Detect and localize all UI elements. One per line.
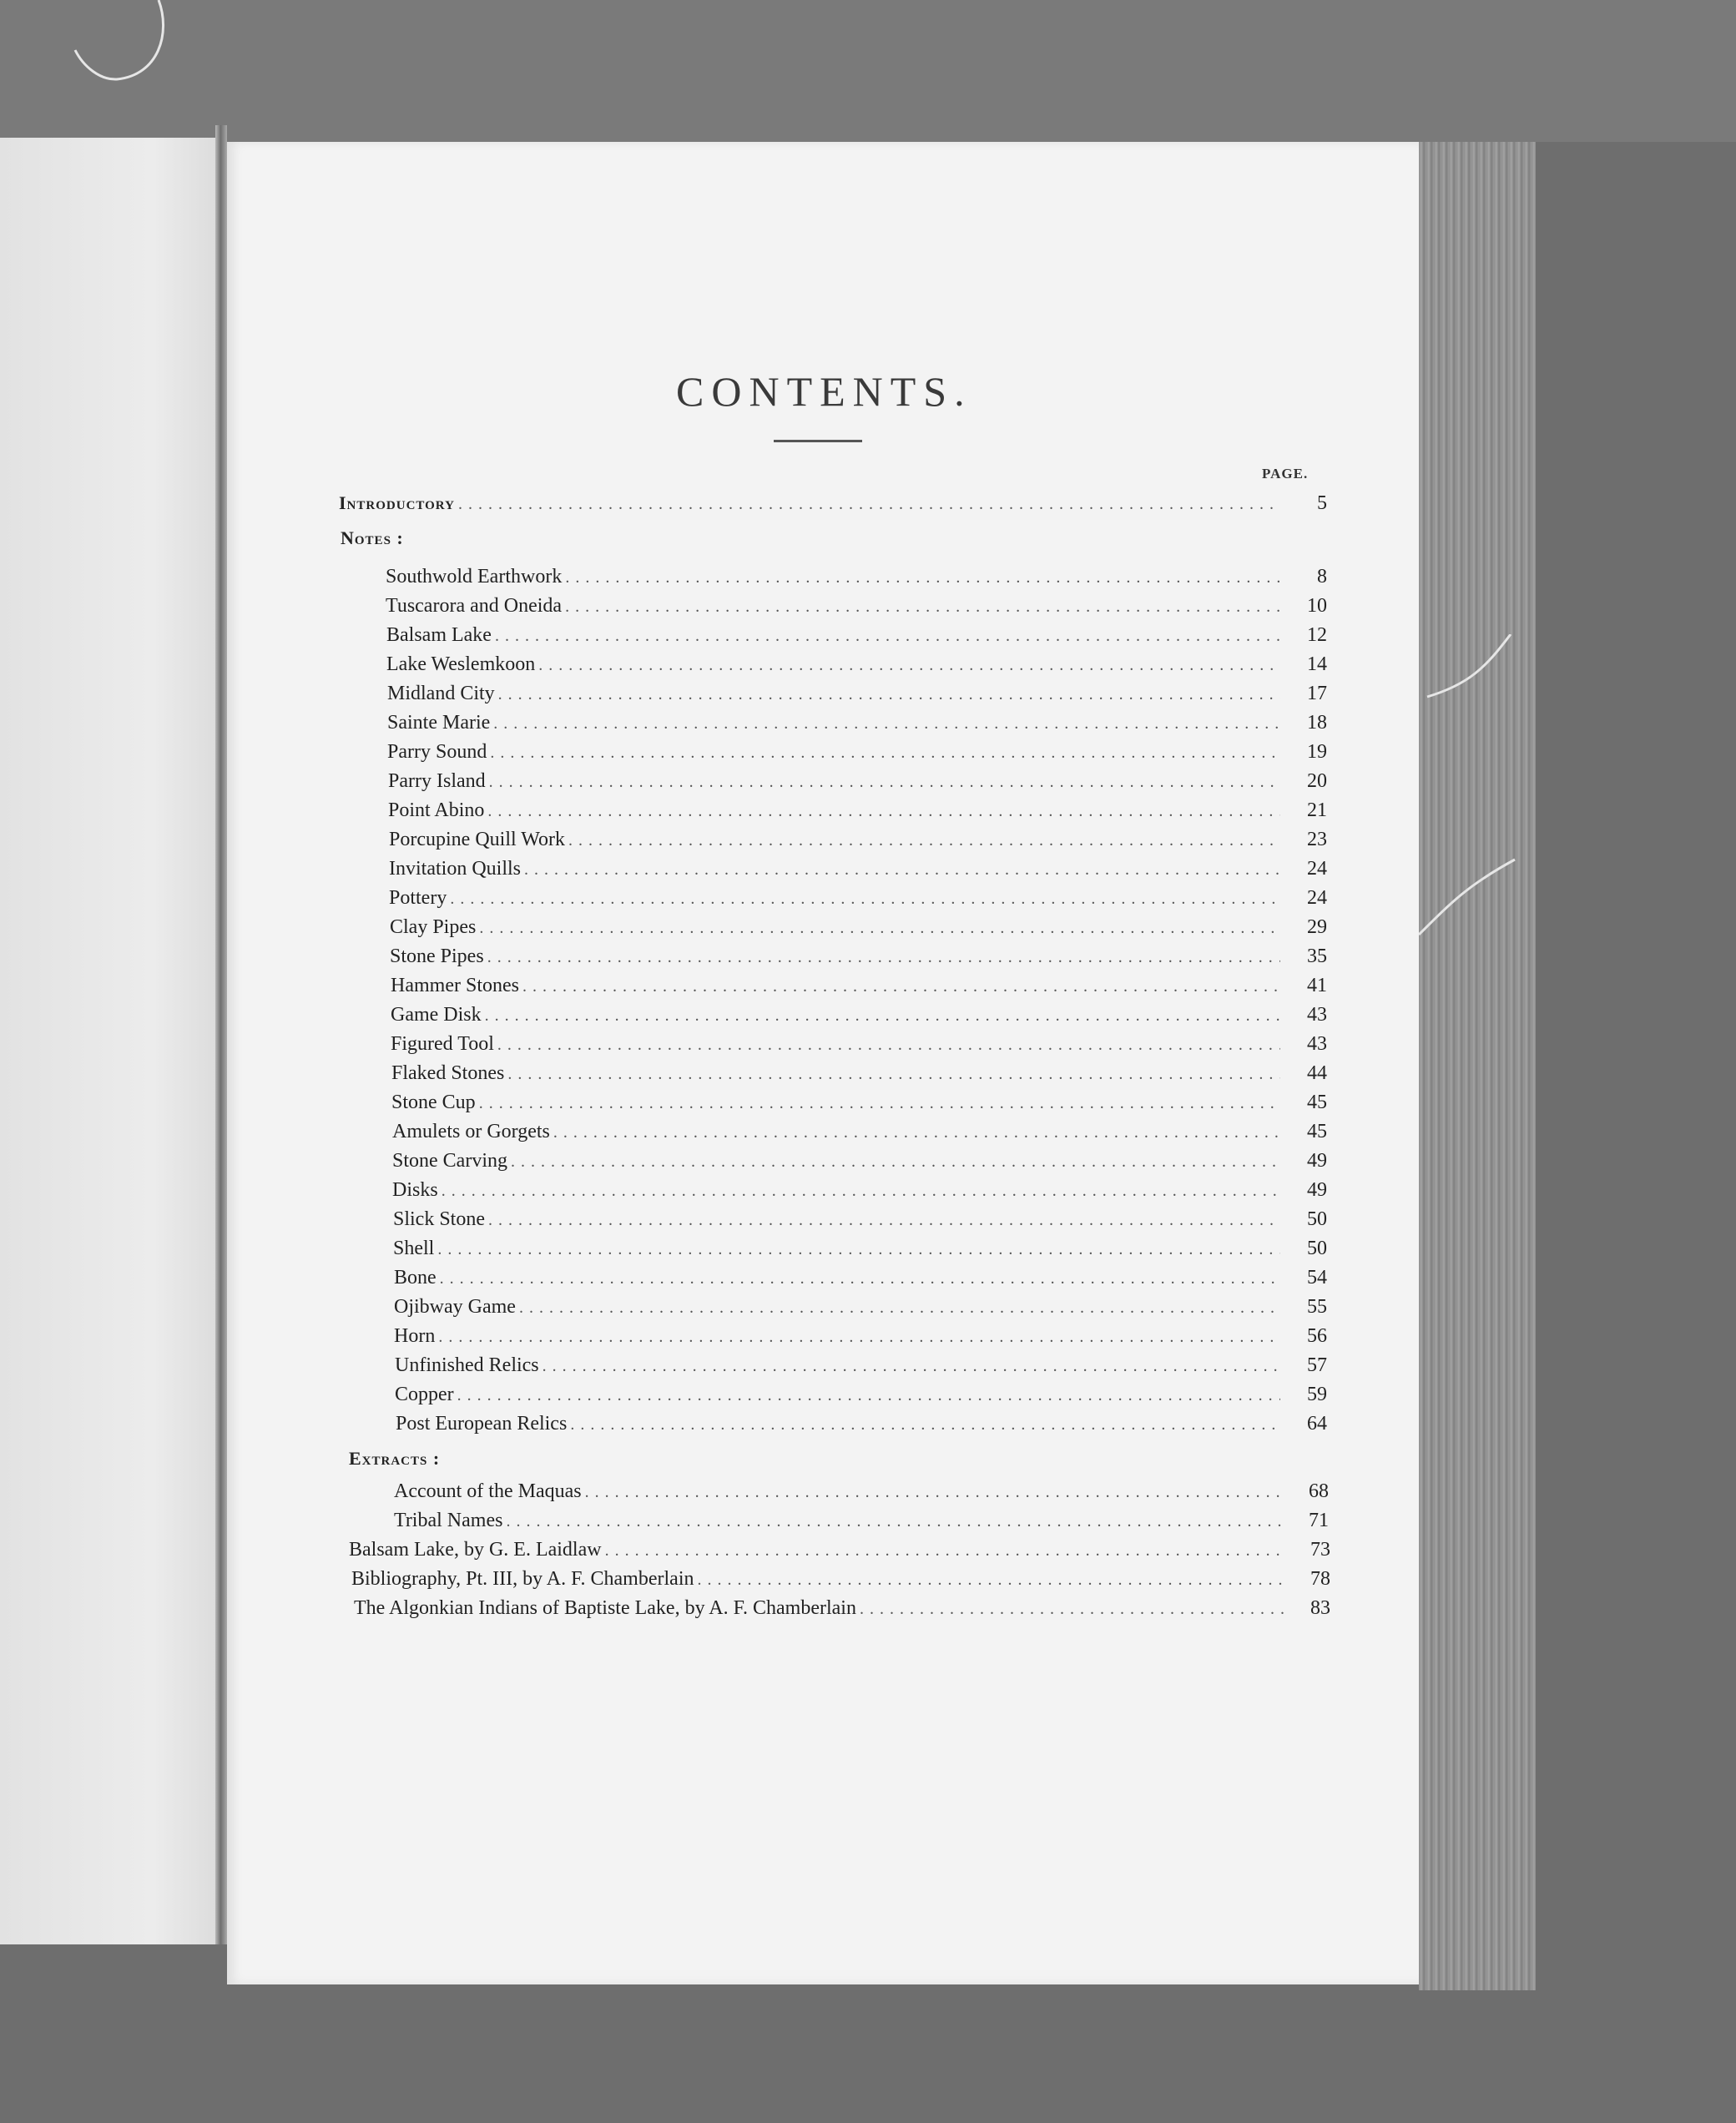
- leader-dots: [493, 714, 1280, 734]
- toc-entry-page: 64: [1307, 1413, 1327, 1435]
- toc-entry-page: 17: [1307, 683, 1327, 704]
- toc-entry: [389, 858, 1327, 885]
- toc-entry-label: Tribal Names: [394, 1510, 503, 1531]
- leader-dots: [538, 656, 1280, 675]
- leader-dots: [485, 1006, 1280, 1026]
- leader-dots: [487, 802, 1280, 821]
- toc-entry: [387, 683, 1327, 709]
- leader-dots: [450, 890, 1280, 909]
- toc-entry-label: Shell: [393, 1238, 435, 1259]
- toc-entry: [389, 829, 1327, 855]
- toc-entry-page: 18: [1307, 712, 1327, 734]
- leader-dots: [457, 1386, 1280, 1405]
- notes-heading: Notes :: [341, 527, 404, 548]
- leader-dots: [437, 1240, 1280, 1259]
- toc-entry-page: 54: [1307, 1267, 1327, 1288]
- page-column-label: PAGE.: [1262, 466, 1309, 482]
- toc-entry-label: Post European Relics: [396, 1413, 568, 1435]
- toc-entry-label: Figured Tool: [391, 1033, 494, 1055]
- toc-entry-page: 56: [1307, 1325, 1327, 1347]
- toc-entry: [394, 1510, 1329, 1536]
- toc-entry-page: 43: [1307, 1033, 1327, 1055]
- toc-entry-page: 23: [1307, 829, 1327, 850]
- leader-dots: [553, 1123, 1280, 1142]
- toc-entry-page: 50: [1307, 1238, 1327, 1259]
- toc-entry-label: Tuscarora and Oneida: [386, 595, 563, 617]
- leader-dots: [860, 1600, 1284, 1619]
- leader-dots: [585, 1483, 1282, 1502]
- toc-entry: [390, 916, 1327, 943]
- toc-entry-page: 59: [1307, 1384, 1327, 1405]
- toc-entry: [386, 595, 1327, 622]
- toc-entry-label: Amulets or Gorgets: [392, 1121, 550, 1142]
- toc-entry: [393, 1208, 1327, 1235]
- toc-entry: [387, 712, 1327, 739]
- leader-dots: [570, 1415, 1280, 1435]
- leader-dots: [542, 1357, 1280, 1376]
- toc-entry-label: Stone Pipes: [390, 946, 484, 967]
- toc-entry-page: 44: [1307, 1062, 1327, 1084]
- toc-entry-label: Account of the Maquas: [394, 1480, 582, 1502]
- toc-entry: [389, 887, 1327, 914]
- toc-entry-label: Bibliography, Pt. III, by A. F. Chamberlain: [351, 1568, 694, 1590]
- toc-entry-page: 24: [1307, 858, 1327, 880]
- toc-entry: [396, 1413, 1327, 1440]
- leader-dots: [697, 1571, 1284, 1590]
- toc-entry-label: Disks: [392, 1179, 438, 1201]
- toc-entry-label: Game Disk: [391, 1004, 482, 1026]
- toc-entry-page: 83: [1310, 1597, 1330, 1619]
- toc-entry: [391, 975, 1327, 1001]
- book-page-edges: [1419, 142, 1536, 1990]
- toc-entry-page: 49: [1307, 1150, 1327, 1172]
- toc-entry-page: 45: [1307, 1121, 1327, 1142]
- toc-entry-page: 10: [1307, 595, 1327, 617]
- leader-dots: [440, 1269, 1280, 1288]
- scanner-backdrop: [0, 0, 1736, 142]
- toc-entry-label: The Algonkian Indians of Baptiste Lake, by A. F. Chamberlain: [354, 1597, 856, 1619]
- toc-entry-page: 57: [1307, 1354, 1327, 1376]
- stray-thread: [1419, 634, 1519, 1001]
- toc-entry-label: Unfinished Relics: [395, 1354, 539, 1376]
- toc-entry-label: Stone Carving: [392, 1150, 507, 1172]
- toc-entry-page: 20: [1307, 770, 1327, 792]
- toc-entry-label: Stone Cup: [391, 1092, 476, 1113]
- toc-entry: [394, 1480, 1329, 1507]
- toc-entry-page: 71: [1309, 1510, 1329, 1531]
- toc-entry-label: Sainte Marie: [387, 712, 491, 734]
- toc-entry-page: 43: [1307, 1004, 1327, 1026]
- toc-entry: [392, 1150, 1327, 1177]
- toc-entry-page: 29: [1307, 916, 1327, 938]
- toc-entry-label: Parry Island: [388, 770, 486, 792]
- toc-entry: [351, 1568, 1330, 1595]
- leader-dots: [490, 744, 1280, 763]
- toc-entry: [393, 1238, 1327, 1264]
- toc-entry: [391, 1092, 1327, 1118]
- toc-entry-label: Invitation Quills: [389, 858, 521, 880]
- toc-entry-label: Lake Weslemkoon: [386, 653, 536, 675]
- leader-dots: [568, 831, 1280, 850]
- leader-dots: [497, 1036, 1280, 1055]
- book-gutter: [215, 125, 227, 1944]
- toc-entry-page: 73: [1310, 1539, 1330, 1561]
- leader-dots: [522, 977, 1280, 996]
- leader-dots: [565, 568, 1280, 587]
- toc-entry-page: 14: [1307, 653, 1327, 675]
- toc-entry-label: Balsam Lake: [386, 624, 492, 646]
- toc-entry: [386, 624, 1327, 651]
- stray-thread: [67, 0, 175, 92]
- extracts-heading: Extracts :: [349, 1448, 441, 1469]
- leader-dots: [495, 627, 1280, 646]
- toc-entry: [394, 1267, 1327, 1293]
- toc-entry: [391, 1033, 1327, 1060]
- toc-entry-page: 50: [1307, 1208, 1327, 1230]
- leader-dots: [489, 773, 1280, 792]
- toc-entry-label: Pottery: [389, 887, 447, 909]
- toc-entry: [394, 1296, 1327, 1323]
- toc-entry-label: Point Abino: [388, 799, 485, 821]
- left-page: [0, 138, 219, 1944]
- toc-entry-page: 55: [1307, 1296, 1327, 1318]
- leader-dots: [565, 598, 1280, 617]
- toc-entry-page: 21: [1307, 799, 1327, 821]
- leader-dots: [442, 1182, 1280, 1201]
- toc-entry-page: 8: [1317, 566, 1327, 587]
- toc-entry-label: Parry Sound: [387, 741, 487, 763]
- toc-entry-page: 19: [1307, 741, 1327, 763]
- toc-entry-introductory: [339, 492, 1327, 519]
- toc-entry-page: 12: [1307, 624, 1327, 646]
- toc-entry-label: Hammer Stones: [391, 975, 519, 996]
- toc-entry: [349, 1539, 1330, 1566]
- leader-dots: [605, 1541, 1284, 1561]
- leader-dots: [487, 948, 1280, 967]
- leader-dots: [524, 860, 1280, 880]
- toc-entry-page: 45: [1307, 1092, 1327, 1113]
- toc-entry: [386, 566, 1327, 593]
- toc-entry-label: Horn: [394, 1325, 436, 1347]
- toc-entry-label: Introductory: [339, 492, 455, 513]
- toc-entry-page: 68: [1309, 1480, 1329, 1502]
- toc-entry-page: 24: [1307, 887, 1327, 909]
- toc-entry-label: Flaked Stones: [391, 1062, 505, 1084]
- toc-entry-label: Clay Pipes: [390, 916, 477, 938]
- toc-entry: [386, 653, 1327, 680]
- toc-entry-label: Ojibway Game: [394, 1296, 516, 1318]
- toc-entry-label: Slick Stone: [393, 1208, 486, 1230]
- title-divider: [774, 440, 862, 442]
- toc-entry: [392, 1121, 1327, 1147]
- leader-dots: [506, 1512, 1282, 1531]
- toc-entry: [391, 1062, 1327, 1089]
- toc-entry: [395, 1354, 1327, 1381]
- leader-dots: [507, 1065, 1280, 1084]
- toc-entry-page: 5: [1317, 492, 1327, 514]
- toc-entry-label: Bone: [394, 1267, 437, 1288]
- leader-dots: [498, 685, 1280, 704]
- toc-entry-page: 49: [1307, 1179, 1327, 1201]
- toc-entry: [388, 799, 1327, 826]
- toc-entry-label: Porcupine Quill Work: [389, 829, 565, 850]
- toc-entry-label: Copper: [395, 1384, 454, 1405]
- leader-dots: [458, 495, 1280, 514]
- page-title: CONTENTS.: [676, 368, 972, 415]
- toc-entry-page: 35: [1307, 946, 1327, 967]
- toc-entry-page: 78: [1310, 1568, 1330, 1590]
- leader-dots: [479, 919, 1280, 938]
- leader-dots: [438, 1328, 1280, 1347]
- toc-entry: [391, 1004, 1327, 1031]
- leader-dots: [479, 1094, 1280, 1113]
- toc-entry: [390, 946, 1327, 972]
- leader-dots: [519, 1299, 1280, 1318]
- toc-entry: [392, 1179, 1327, 1206]
- toc-entry-page: 41: [1307, 975, 1327, 996]
- toc-entry: [394, 1325, 1327, 1352]
- leader-dots: [488, 1211, 1280, 1230]
- toc-entry: [387, 741, 1327, 768]
- toc-entry: [395, 1384, 1327, 1410]
- toc-entry: [388, 770, 1327, 797]
- toc-entry-label: Balsam Lake, by G. E. Laidlaw: [349, 1539, 602, 1561]
- leader-dots: [511, 1152, 1280, 1172]
- toc-entry-label: Midland City: [387, 683, 495, 704]
- toc-entry-label: Southwold Earthwork: [386, 566, 563, 587]
- toc-entry: [354, 1597, 1330, 1624]
